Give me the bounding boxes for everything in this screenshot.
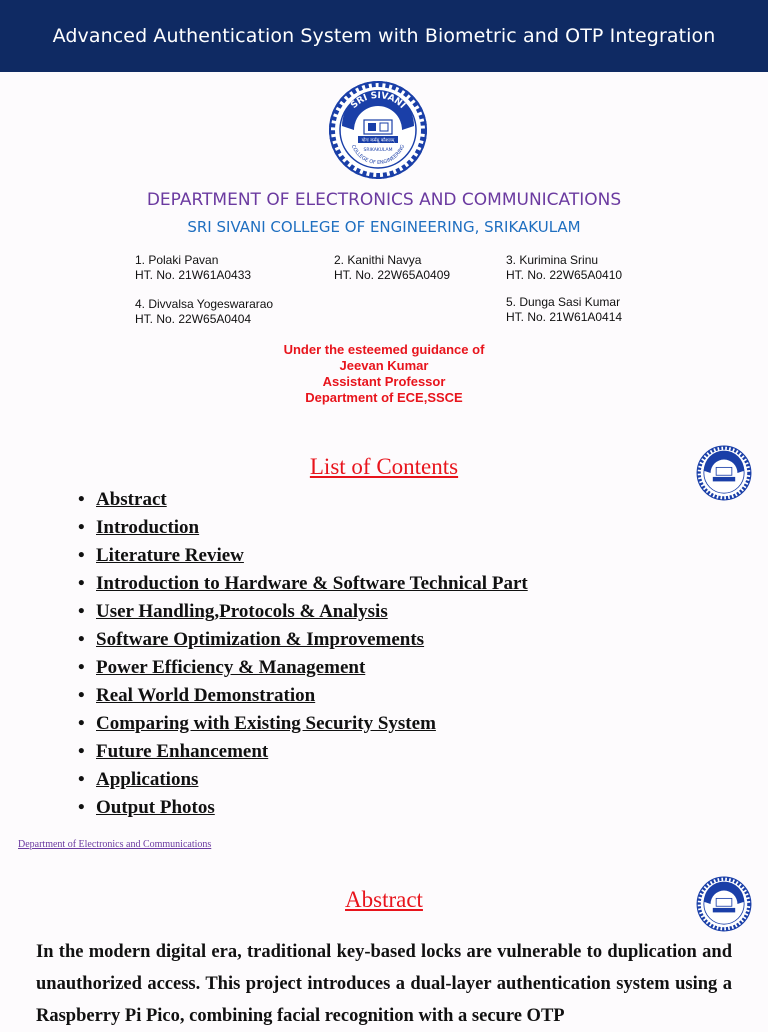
contents-item-label[interactable]: Future Enhancement [96,741,269,762]
member-ht-number: HT. No. 22W65A0410 [506,268,623,282]
contents-item[interactable] [78,570,528,598]
team-member [135,253,251,283]
contents-item[interactable] [78,654,528,682]
contents-list [78,486,528,822]
contents-item-label[interactable]: Software Optimization & Improvements [96,629,425,650]
member-ht-number: HT. No. 22W65A0404 [135,312,252,326]
bullet: • [78,489,85,510]
bullet: • [78,713,85,734]
member-ht-number: HT. No. 22W65A0409 [334,268,451,282]
page-title: Advanced Authentication System with Biometric and OTP Integration [52,25,716,47]
contents-item-label[interactable]: Power Efficiency & Management [96,657,366,678]
logo-place: SRIKAKULAM [363,148,393,153]
contents-item[interactable] [78,486,528,514]
bullet: • [78,629,85,650]
bullet: • [78,601,85,622]
contents-item[interactable] [78,542,528,570]
member-name: 5. Dunga Sasi Kumar [506,295,621,309]
contents-heading: List of Contents [309,454,459,479]
guide-designation: Assistant Professor [322,374,446,389]
contents-item[interactable] [78,794,528,822]
contents-item[interactable] [78,626,528,654]
guidance-block [0,342,768,406]
contents-item-label[interactable]: Comparing with Existing Security System [96,713,436,734]
member-name: 1. Polaki Pavan [135,253,219,267]
header-bar [0,0,768,72]
member-ht-number: HT. No. 21W61A0433 [135,268,252,282]
contents-item-label[interactable]: Output Photos [96,797,215,818]
college-logo [328,80,428,180]
logo-motto: योगः कर्मसु कौशलम् [361,138,395,144]
team-member [334,253,450,283]
contents-item-label[interactable]: Introduction to Hardware & Software Technical Part [96,573,528,594]
team-member [506,253,622,283]
bullet: • [78,769,85,790]
contents-item-label[interactable]: User Handling,Protocols & Analysis [96,601,388,622]
member-name: 2. Kanithi Navya [334,253,422,267]
college-logo-small [696,876,752,932]
member-ht-number: HT. No. 21W61A0414 [506,310,623,324]
bullet: • [78,545,85,566]
team-member [135,297,273,327]
department-title: DEPARTMENT OF ELECTRONICS AND COMMUNICATIONS [146,190,622,210]
college-title: SRI SIVANI COLLEGE OF ENGINEERING, SRIKAKULAM [187,218,581,236]
bullet: • [78,797,85,818]
bullet: • [78,573,85,594]
logo-bottom-text: COLLEGE OF ENGINEERING [349,143,407,167]
logo-arc-text: SRI SIVANI [349,90,407,111]
contents-item[interactable] [78,682,528,710]
bullet: • [78,517,85,538]
abstract-text: In the modern digital era, traditional key-based locks are vulnerable to duplication and unauthorized access. This project introduces a dual-layer authentication system using a Raspberry Pi Pico, combining facial recognition with a secure OTP [36,942,732,1026]
contents-item-label[interactable]: Literature Review [96,545,244,566]
member-name: 3. Kurimina Srinu [506,253,599,267]
contents-item-label[interactable]: Applications [96,769,199,790]
abstract-heading: Abstract [345,887,423,912]
contents-item[interactable] [78,598,528,626]
bullet: • [78,685,85,706]
contents-item-label[interactable]: Introduction [96,517,200,538]
contents-item-label[interactable]: Real World Demonstration [96,685,316,706]
guide-department: Department of ECE,SSCE [305,390,463,405]
team-member [506,295,622,325]
contents-item-label[interactable]: Abstract [96,489,167,510]
contents-item[interactable] [78,514,528,542]
guidance-intro: Under the esteemed guidance of [283,342,485,357]
guide-name: Jeevan Kumar [339,358,429,373]
college-logo-small [696,445,752,501]
bullet: • [78,657,85,678]
contents-item[interactable] [78,766,528,794]
contents-item[interactable] [78,738,528,766]
footer-department-link[interactable]: Department of Electronics and Communications [18,839,212,850]
bullet: • [78,741,85,762]
contents-item[interactable] [78,710,528,738]
member-name: 4. Divvalsa Yogeswararao [135,297,274,311]
